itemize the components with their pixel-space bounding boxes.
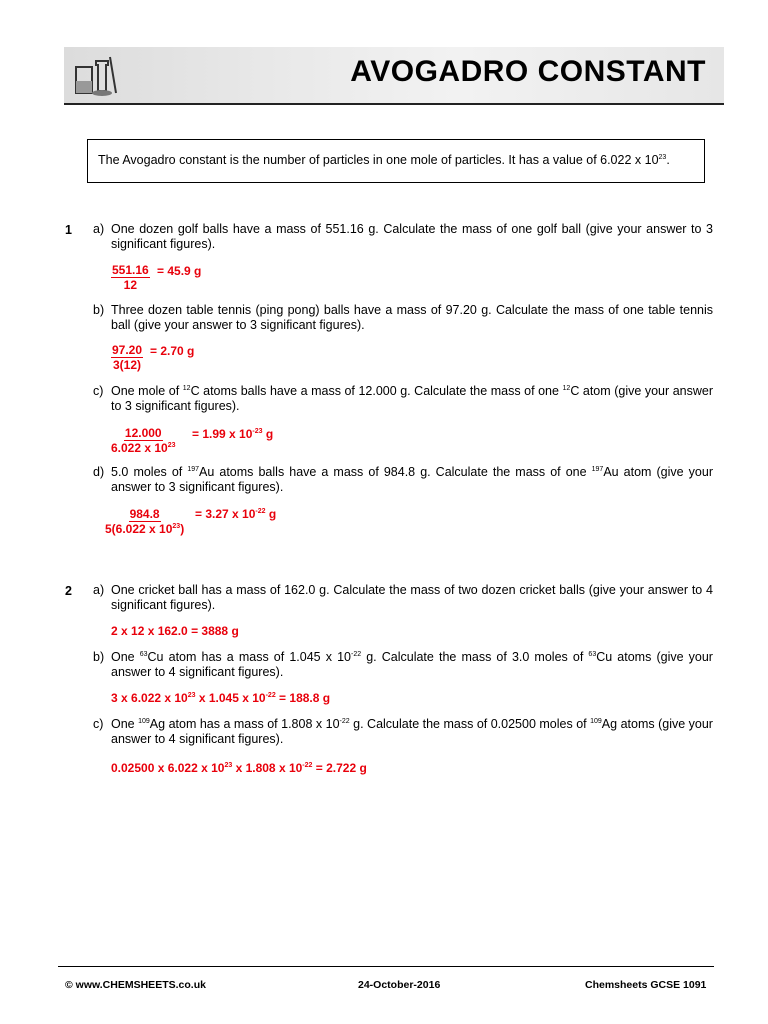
footer-divider <box>58 966 714 967</box>
answer-1c-fraction: $\frac{12.000}{6.022 x 10^{23}}$ <box>111 426 176 455</box>
footer-website[interactable]: © www.CHEMSHEETS.co.uk <box>65 979 206 991</box>
question-number: 2 <box>65 584 72 598</box>
intro-text: The Avogadro constant is the number of particles in one mole of particles. It has a value of 6.022 x 10 <box>98 153 659 167</box>
footer-reference: Chemsheets GCSE 1091 <box>585 979 707 991</box>
lab-glassware-icon <box>72 53 120 99</box>
answer-1a-fraction: $\frac{551.16}{12}$ <box>112 263 149 292</box>
page-title: AVOGADRO CONSTANT <box>350 55 706 88</box>
answer-1d-result: = 3.27 x $10^{-22}$ g <box>195 507 277 521</box>
answer-1b-fraction: $\frac{97.20}{3(12)}$ <box>112 343 143 372</box>
question-number: 1 <box>65 223 72 237</box>
intro-sup: 23 <box>658 154 667 161</box>
answer-1d-fraction: $\frac{984.8}{5(6.022 x 10^{23})}$ <box>105 507 185 536</box>
answer-2a: 2 x 12 x 162.0 = 3888 g <box>111 624 239 638</box>
answer-1c-result: = 1.99 x $10^{-23}$ g <box>192 427 274 441</box>
answer-1a-result: = 45.9 g <box>157 264 202 278</box>
footer-date: 24-October-2016 <box>358 979 441 991</box>
answer-1b-result: = 2.70 g <box>150 344 195 358</box>
page-header <box>64 47 724 105</box>
intro-box: The Avogadro constant is the number of particles in one mole of particles. It has a value of 6.022 x $10^{23}$. <box>87 139 705 183</box>
answer-2b: 3 x 6.022 x $10^{23}$ x 1.045 x $10^{-22} = 188.8$ g <box>111 691 331 705</box>
answer-2c: 0.02500 x 6.022 x $10^{23}$ x 1.808 x $10^{-22} = 2.722$ g <box>111 761 367 775</box>
